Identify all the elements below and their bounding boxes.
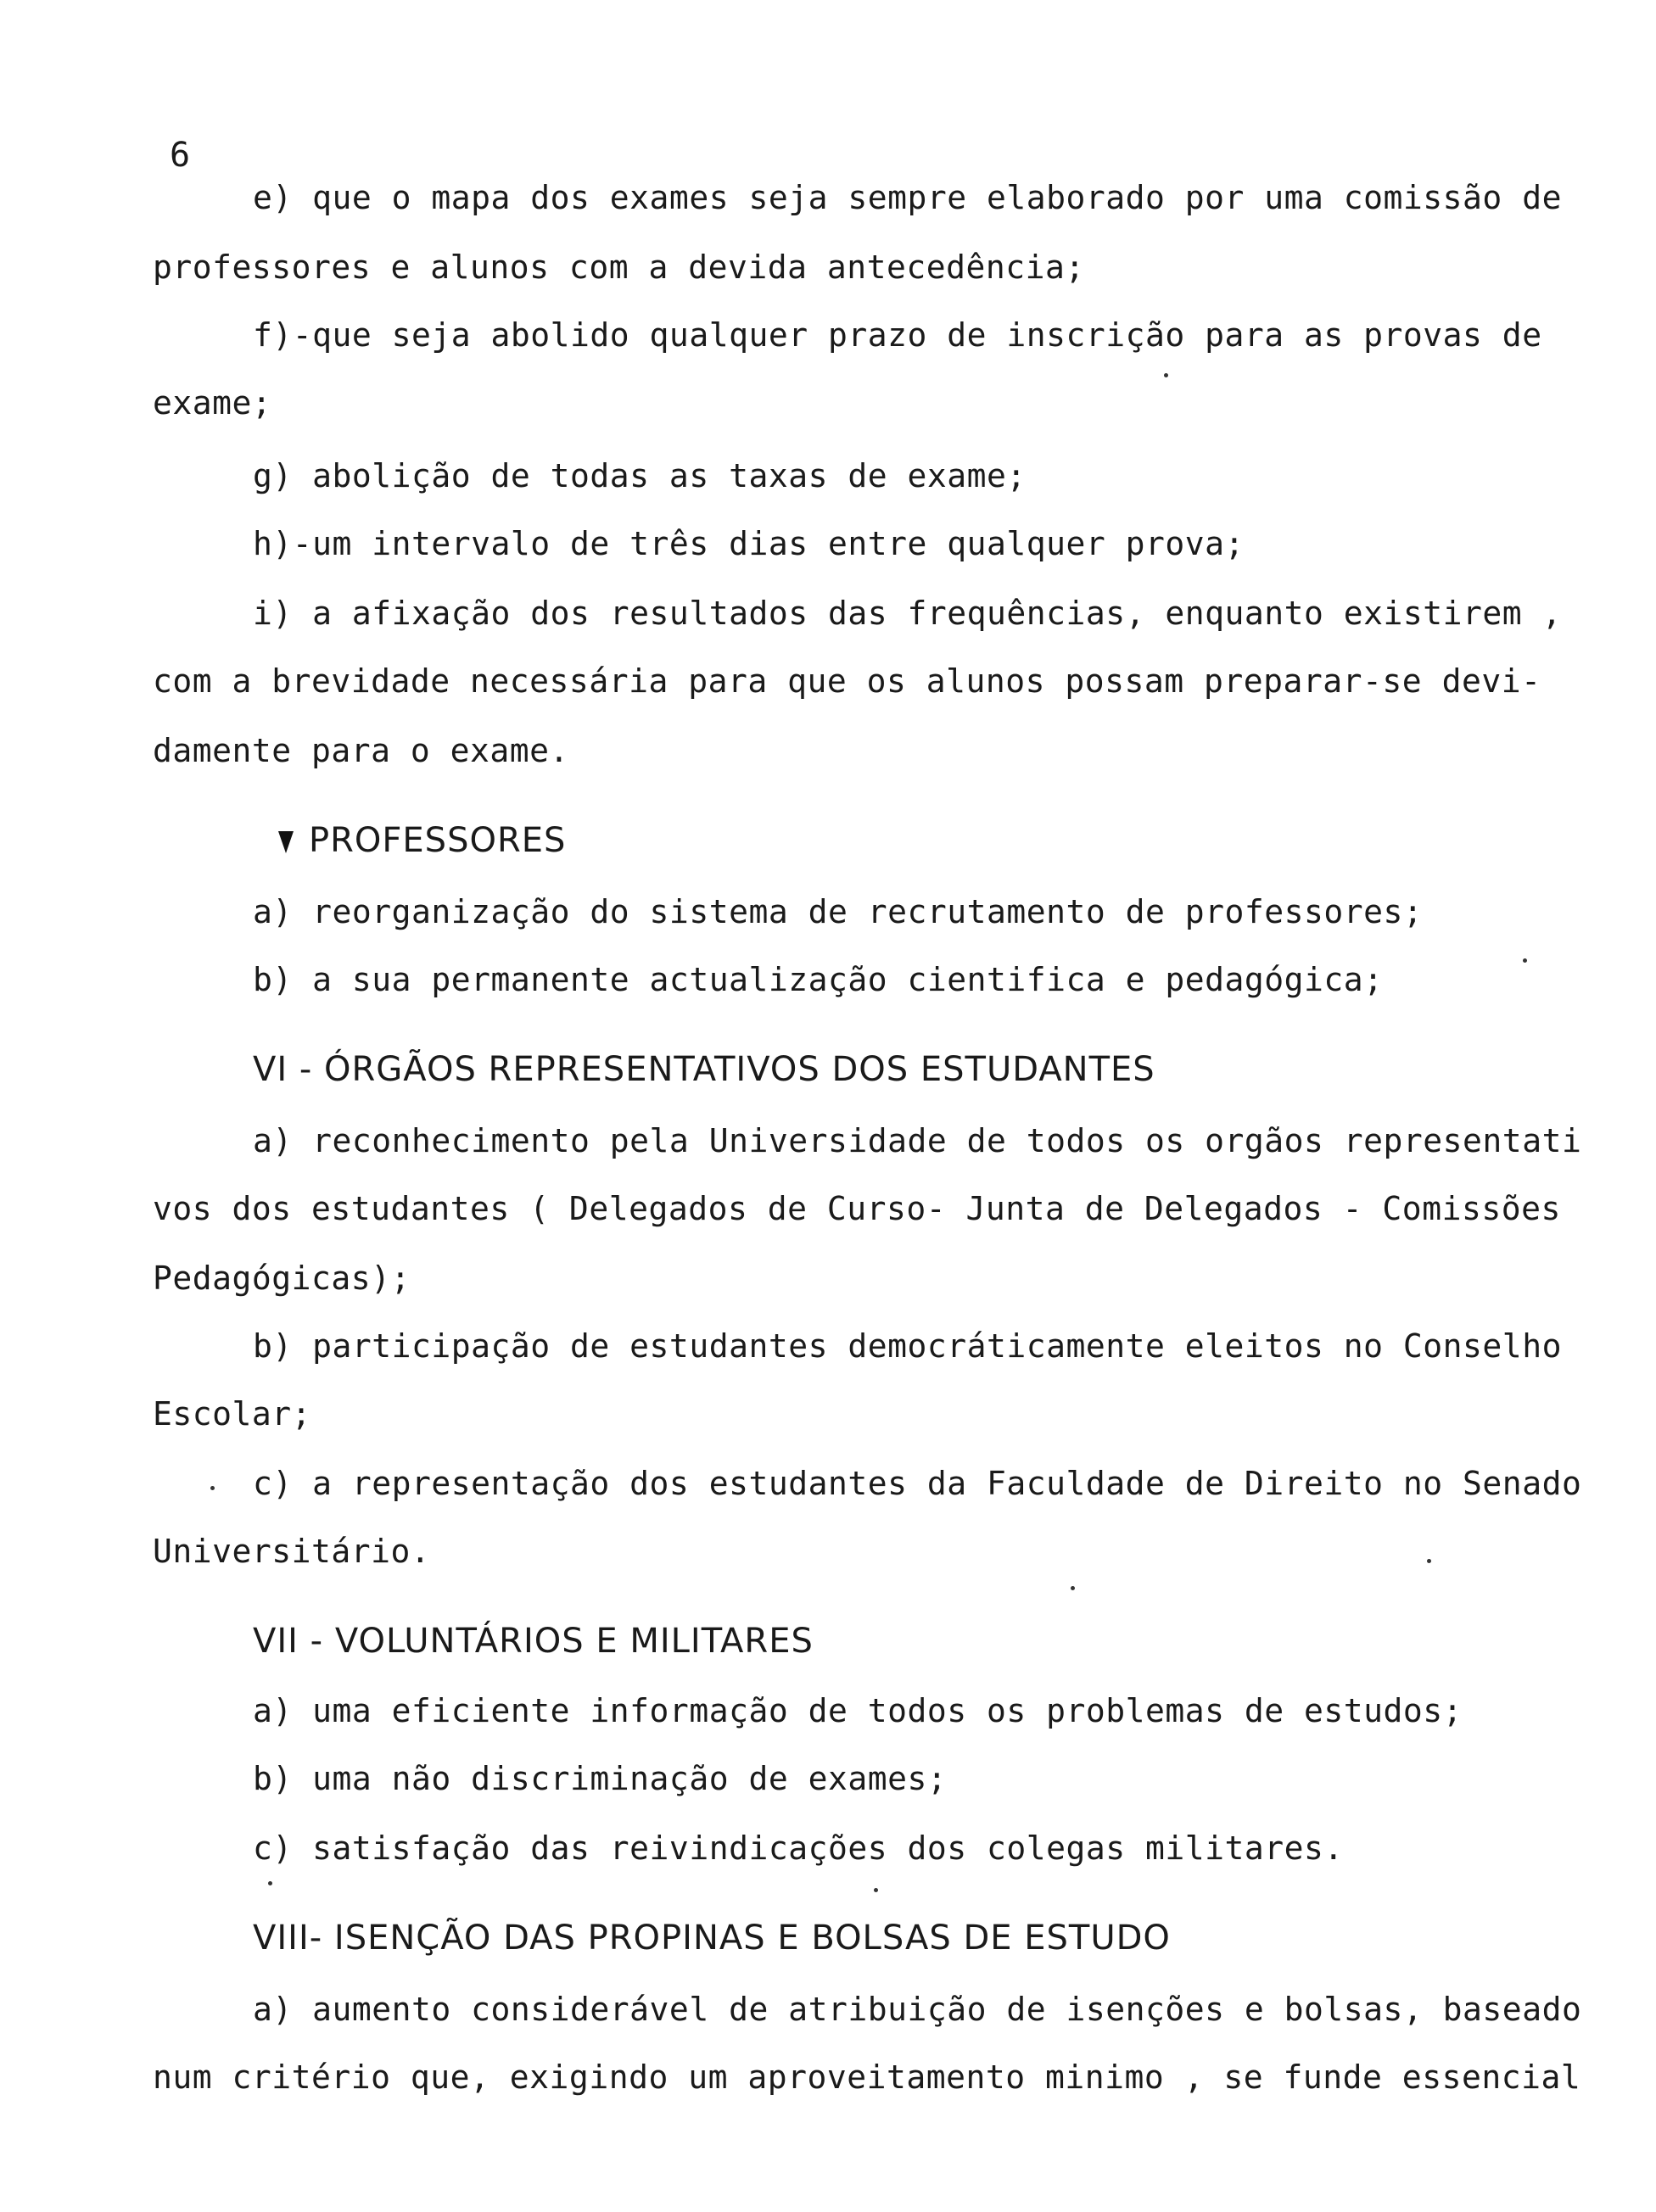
page-number: 6 <box>170 136 191 175</box>
item-i-line-2: com a brevidade necessária para que os alunos possam preparar-se devi- <box>153 662 1541 700</box>
section-vi-item-c-line-2: Universitário. <box>153 1533 431 1570</box>
scan-speck <box>1523 958 1527 963</box>
item-i-line-1: i) a afixação dos resultados das frequências, enquanto existirem , <box>253 595 1562 632</box>
scan-speck <box>210 1486 215 1490</box>
section-v-item-b: b) a sua permanente actualização cientifica e pedagógica; <box>253 961 1384 998</box>
item-f-line-1: f)-que seja abolido qualquer prazo de inscrição para as provas de <box>253 316 1542 354</box>
section-v-heading <box>278 821 566 860</box>
section-v-marker-icon <box>278 831 294 853</box>
item-i-line-3: damente para o exame. <box>153 732 569 769</box>
scan-speck <box>1071 1586 1075 1590</box>
section-viii-item-a-line-2: num critério que, exigindo um aproveitamento minimo , se funde essencial <box>153 2058 1581 2096</box>
section-v-item-a: a) reorganização do sistema de recrutamento de professores; <box>253 893 1424 930</box>
scan-speck <box>1164 373 1168 377</box>
item-f-line-2: exame; <box>153 384 272 422</box>
section-viii-item-a-line-1: a) aumento considerável de atribuição de isenções e bolsas, baseado <box>253 1991 1582 2028</box>
section-vii-item-c: c) satisfação das reivindicações dos colegas militares. <box>253 1829 1344 1867</box>
section-v-heading-text: PROFESSORES <box>309 821 567 860</box>
scan-speck <box>874 1888 878 1892</box>
section-vi-item-a-line-3: Pedagógicas); <box>153 1260 411 1297</box>
section-vi-item-b-line-1: b) participação de estudantes democráticamente eleitos no Conselho <box>253 1327 1562 1365</box>
section-vi-item-a-line-1: a) reconhecimento pela Universidade de todos os orgãos representati <box>253 1122 1582 1159</box>
section-viii-heading: VIII- ISENÇÃO DAS PROPINAS E BOLSAS DE ESTUDO <box>253 1919 1171 1958</box>
section-vii-item-b: b) uma não discriminação de exames; <box>253 1760 948 1797</box>
scan-speck <box>1427 1559 1431 1563</box>
section-vi-heading: VI - ÓRGÃOS REPRESENTATIVOS DOS ESTUDANTES <box>253 1050 1155 1089</box>
item-e-line-2: professores e alunos com a devida antecedência; <box>153 249 1085 286</box>
section-vii-item-a: a) uma eficiente informação de todos os problemas de estudos; <box>253 1692 1463 1729</box>
section-vi-item-c-line-1: c) a representação dos estudantes da Faculdade de Direito no Senado <box>253 1465 1582 1502</box>
section-vi-item-b-line-2: Escolar; <box>153 1395 312 1433</box>
item-h-line-1: h)-um intervalo de três dias entre qualquer prova; <box>253 525 1245 562</box>
item-g-line-1: g) abolição de todas as taxas de exame; <box>253 457 1027 494</box>
item-e-line-1: e) que o mapa dos exames seja sempre elaborado por uma comissão de <box>253 179 1562 216</box>
scan-speck <box>268 1881 272 1885</box>
section-vii-heading: VII - VOLUNTÁRIOS E MILITARES <box>253 1622 814 1661</box>
section-vi-item-a-line-2: vos dos estudantes ( Delegados de Curso- Junta de Delegados - Comissões <box>153 1190 1561 1227</box>
